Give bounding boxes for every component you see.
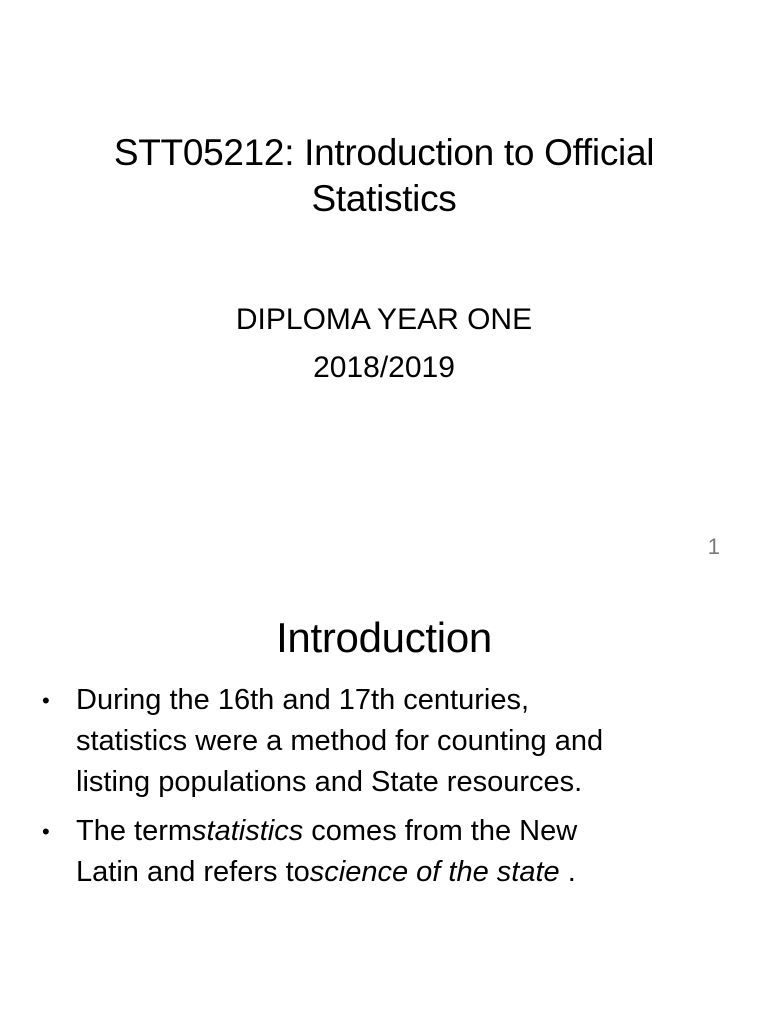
bullet-text-line: statistics were a method for counting and	[76, 725, 604, 757]
bullet-text-line	[76, 811, 732, 852]
bullet-marker-icon: •	[42, 819, 50, 844]
slide-subtitle	[0, 296, 768, 392]
section-heading: Introduction	[276, 614, 492, 661]
emphasized-phrase: science of the state	[309, 856, 560, 888]
page-number: 1	[707, 534, 720, 559]
slide-title-line-2: Statistics	[311, 178, 457, 219]
bullet-text-line: listing populations and State resources.	[76, 766, 583, 798]
bullet-text: .	[559, 856, 576, 888]
bullet-text: The term	[76, 815, 193, 847]
bullet-marker-icon: •	[42, 688, 50, 713]
program-label: DIPLOMA YEAR ONE	[235, 303, 533, 336]
bullet-item	[42, 680, 732, 803]
emphasized-term: statistics	[192, 815, 304, 847]
slide-title	[0, 130, 768, 222]
bullet-text-line: During the 16th and 17th centuries,	[76, 684, 530, 716]
bullet-text-line	[76, 852, 732, 893]
bullet-text: Latin and refers to	[76, 856, 310, 888]
bullet-text: comes from the New	[303, 815, 578, 847]
academic-year: 2018/2019	[313, 351, 455, 384]
slide-title-line-1: STT05212: Introduction to Official	[113, 132, 655, 173]
bullet-item	[42, 811, 732, 893]
bullet-list	[42, 680, 732, 901]
